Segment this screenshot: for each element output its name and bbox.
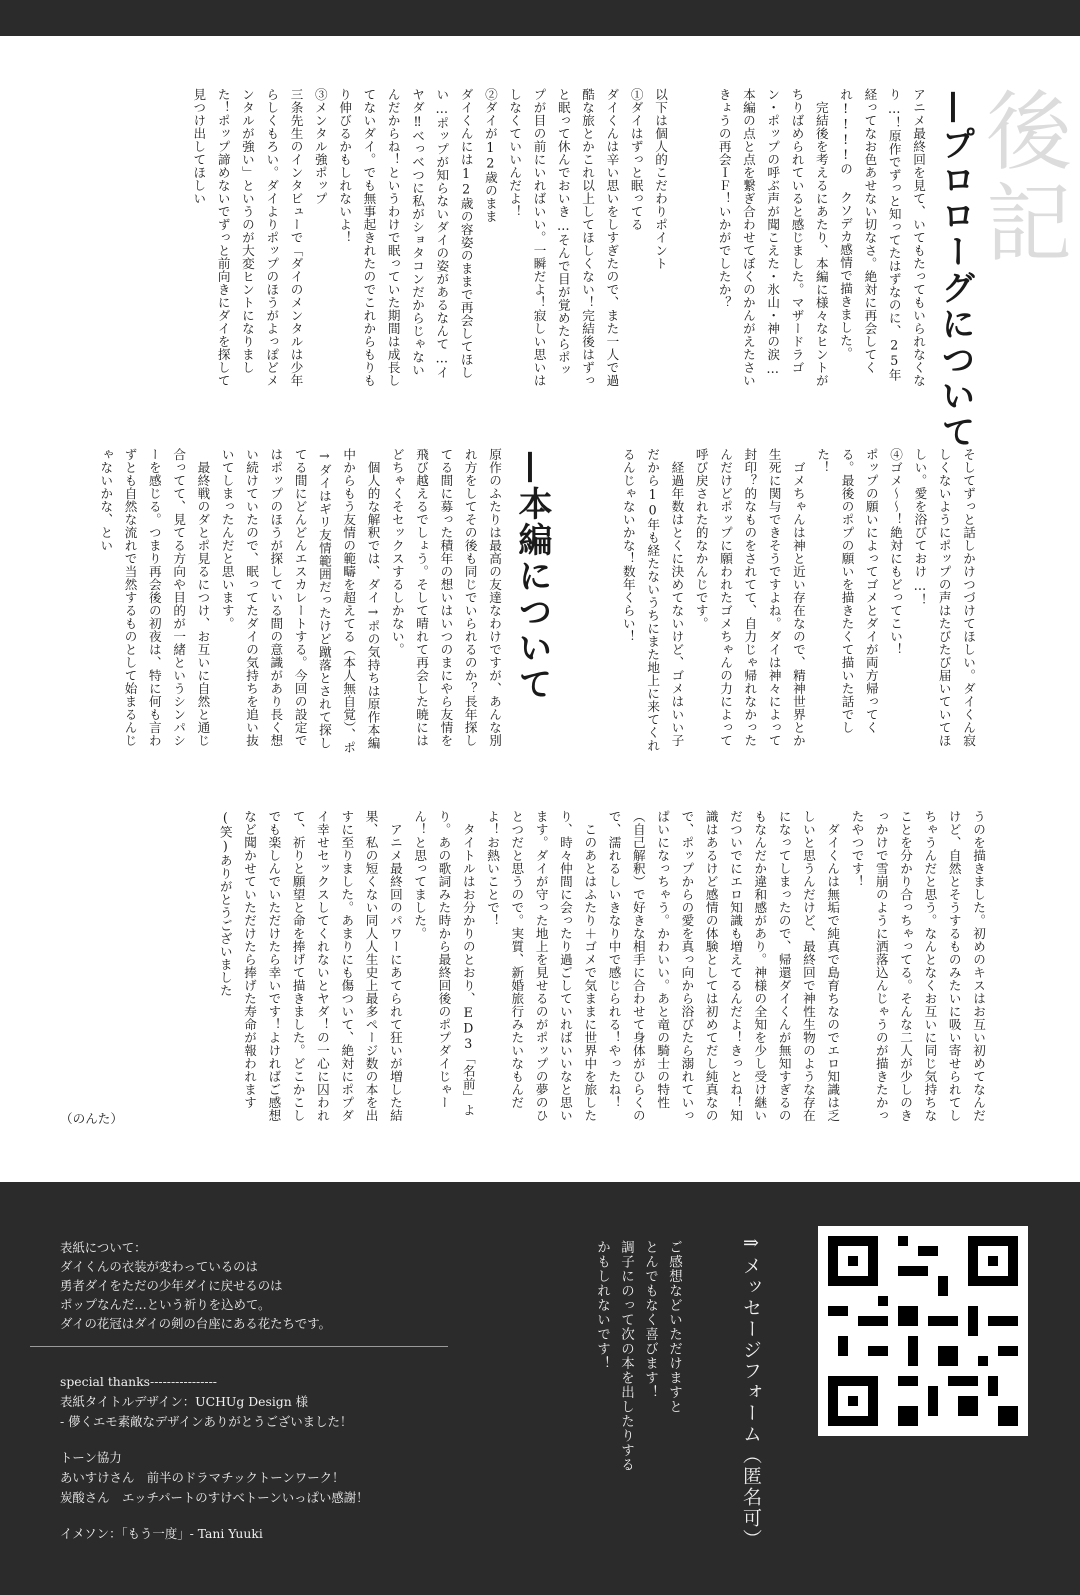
panel-divider: [30, 1346, 448, 1347]
page-kanji-title: 後記: [971, 86, 1071, 270]
thanks-title: special thanks----------------: [60, 1374, 217, 1389]
middle-text-a: そしてずっと話しかけつづけてほしい。ダイくん寂しくないようにポップの声はたびたび届いていてほしい。愛を浴びておけ…！ ④ゴメ〜〜！絶対にもどってこい！ ポップの願いによってゴメとダイが両方帰ってくる。最後のポプの願いを描きたくて描いた話でした！ ゴメちゃんは神と近い存在なので、精神世界とか生死に関与できそうですよね。ダイは神々によって封印？的なものをされてて、自力じゃ帰れなかったんだけどポップに願われたゴメちゃんの力によって呼び戻された的なかんじです。 経過年数はとくに決めてないけど、ゴメはいい子だから10年も経たないうちにまた地上に来てくれるんじゃないかな！数年くらい！: [620, 448, 976, 752]
message-form-title[interactable]: ⇒メッセージフォーム（匿名可）: [740, 1232, 762, 1550]
tone-credit-1: あいすけさん 前半のドラマチックトーンワーク！: [60, 1470, 345, 1485]
thanks-design: 表紙タイトルデザイン：UCHUg Design 様: [60, 1394, 309, 1409]
cover-note: 表紙について： ダイくんの衣装が変わっているのは 勇者ダイをただの少年ダイに戻せるのは ポップなんだ…という祈りを込めて。 ダイの花冠はダイの剣の台座にある花たちです。: [60, 1240, 331, 1331]
middle-text-b: 原作のふたりは最高の友達なわけですが、あんな別れ方をしてその後も同じでいられるのか？長年探してる間に募った積年の想いはいつのまにやら友情を飛び越えるでしょう。そして晴れて再会した暁にはどちゃくそセックスするしかない。 個人的な解釈では、ダイ→ポの気持ちは原作本編中からもう友情の範疇を超えてる（本人無自覚）、ポ→ダイはギリ友情範囲だったけど蹴落とされて探してる間にどんどんエスカレートする。今回の設定ではポップのほうが探している間の意識があり長く想い続けていたので、眠ってたダイの気持ちを追い抜いてしまったんだと思います。 最終戦のダとポ見るにつけ、お互いに自然と通じ合ってて、見てる方向や目的が一緒というシンパシーを感じる。つまり再会後の初夜は、特に何も言わずとも自然な流れで当然するものとして始まるんじゃないかな、とい: [98, 448, 502, 754]
top-dark-band: [0, 0, 1080, 36]
qr-code-icon: [818, 1226, 1028, 1436]
image-song: イメソン：「もう一度」- Tani Yuuki: [60, 1526, 263, 1541]
prologue-intro: アニメ最終回を見て、いてもたってもいられなくなり…！原作でずっと知ってたはずなのに、25年経ってなお色あせない切なさ。絶対に再会してくれ!!!!の クソデカ感情で描きました。 完結後を考えるにあたり、本編に様々なヒントがちりばめられていると感じました。マザードラゴン・ポップの呼ぶ声が聞こえた・氷山・神の涙…本編の点と点を繋ぎ合わせてぼくのかんがえたさいきょうの再会ＩＦ！いかがでしたか？: [716, 88, 926, 387]
bottom-info-panel: [0, 1182, 1080, 1595]
prologue-heading: —プロローグについて: [935, 90, 975, 450]
lower-text: うのを描きました。初めのキスはお互い初めてなんだけど、自然とそうするものみたいに吸い寄せられてしちゃうんだと思う。なんとなくお互いに同じ気持ちなことを分かり合っちゃってる。そんな二人が少しのきっかけで雪崩のように洒落込んじゃうのが描きたかったやつです！ ダイくんは無垢で純真で島育ちなのでエロ知識は乏しいと思うんだけど、最終回で神性生物のような存在になってしまったので、帰還ダイくんが無知すぎるのもなんだか違和感があり。神様の全知を少し受け継いだついでにエロ知識も増えてるんだよ！きっとね！知識はあるけど感情の体験としては初めてだし純真なので、ポップからの愛を真っ向から浴びたら溺れていっぱいになっちゃう。かわいい。あと竜の騎士の特性（自己解釈）で好きな相手に合わせて身体がひらくので、濡れるしいきなり中で感じられる！やったね！ このあとはふたり＋ゴメで気ままに世界中を旅したり、時々仲間に会ったり過ごしていればいいなと思います。ダイが守った地上を見せるのがポップの夢のひとつだと思うので。実質、新婚旅行みたいなもんだよ！お熱いことで！ タイトルはお分かりのとおり、ED3「名前」より。あの歌詞みた時から最終回後のポプダイじゃーん！と思ってました。 アニメ最終回のパワーにあてられて狂いが増した結果、私の短くない同人人生史上最多ページ数の本を出すに至りました。あまりにも傷ついて、絶対にポプダイ幸せセックスしてくれないとヤダ！の一心に囚われて、祈りと願望と命を捧げて描きました。どこかこしでも楽しんでいただけたら幸いです！よければご感想など聞かせていただけたら捧げた寿命が報われます(笑)ありがとうございました: [217, 810, 986, 1122]
qr-code[interactable]: [818, 1226, 1028, 1436]
thanks-design-message: - 儚くエモ素敵なデザインありがとうございました！: [60, 1414, 353, 1429]
signature: （のんた）: [60, 1111, 123, 1126]
prologue-points: 以下は個人的こだわりポイント ①ダイはずっと眠ってる ダイくんは辛い思いをしすぎたので、また一人で過酷な旅とかこれ以上してほしくない！完結後はずっと眠って休んでおいき…そんで目が覚めたらポップが目の前にいればいい。一瞬だよ！寂しい思いはしなくていいんだよ！ ②ダイが12歳のまま ダイくんには12歳の容姿のままで再会してほしい…ポップが知らないダイの姿があるなんて…イヤダ‼べっべつに私がショタコンだからじゃないんだからね！というわけで眠っていた期間は成長してないダイ。でも無事起きれたのでこれからもりもり伸びるかもしれないよ！ ③メンタル強ポップ 三条先生のインタビューで「ダイのメンタルは少年らしくもろい。ダイよりポップのほうがよっぽどメンタルが強い」というのが大変ヒントになりました！ポップ諦めないでずっと前向きにダイを探して見つけ出してほしい: [191, 88, 668, 387]
tone-credit-2: 炭酸さん エッチパートのすけべトーンいっぱい感謝！: [60, 1490, 369, 1505]
message-form-body: ご感想などいただけますと とんでもなく喜びます！ 調子にのって次の本を出したりする かもしれないです！: [594, 1240, 682, 1472]
tone-title: トーン協力: [60, 1450, 122, 1465]
main-story-heading: —本編について: [512, 450, 552, 702]
